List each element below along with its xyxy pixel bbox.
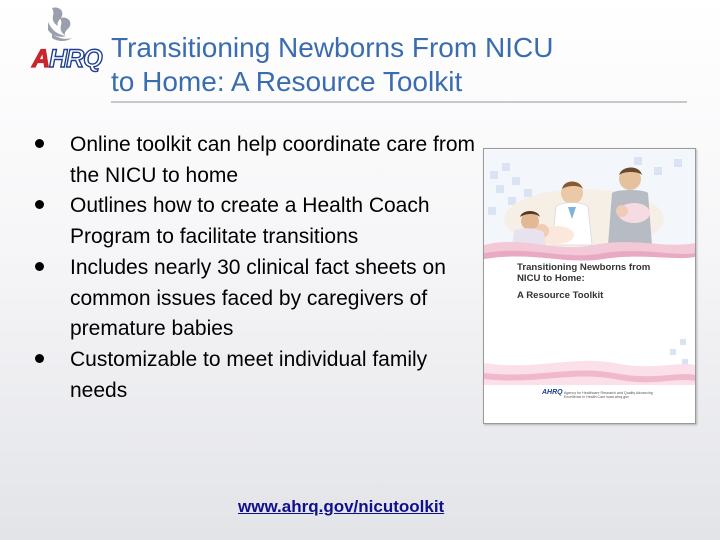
- slide-title-line1: Transitioning Newborns From NICU: [111, 32, 554, 63]
- title-divider: [111, 101, 687, 103]
- bullet-text: Includes nearly 30 clinical fact sheets on common issues faced by caregivers of premature babies: [70, 255, 446, 341]
- toolkit-url-link[interactable]: www.ahrq.gov/nicutoolkit: [238, 497, 445, 516]
- ahrq-logo: [22, 4, 106, 74]
- ahrq-logo-a: A: [32, 45, 50, 73]
- toolkit-cover-image: [483, 148, 696, 424]
- bullet-dot-icon: [35, 200, 44, 209]
- bullet-text: Customizable to meet individual family needs: [70, 347, 428, 402]
- bullet-dot-icon: [35, 354, 44, 363]
- bullet-text: Online toolkit can help coordinate care from the NICU to home: [70, 133, 476, 187]
- bullet-dot-icon: [35, 262, 44, 271]
- bullet-item: [30, 191, 480, 252]
- bullet-text: Outlines how to create a Health Coach Program to facilitate transitions: [70, 194, 430, 249]
- cover-artwork: [484, 149, 695, 423]
- cover-footer-text: Agency for Healthcare Research and Quality Advancing Excellence in Health Care www.ahrq.gov: [564, 391, 653, 400]
- ahrq-logo-text: [32, 47, 102, 72]
- bullet-item: [30, 130, 480, 191]
- slide-title: [111, 31, 701, 99]
- cover-footer-logo: AHRQ: [542, 389, 563, 396]
- cover-title: Transitioning Newborns from NICU to Home:: [517, 262, 651, 284]
- bullet-dot-icon: [35, 139, 44, 148]
- bullet-item: [30, 253, 480, 345]
- bullet-list: [30, 130, 480, 406]
- ahrq-logo-hrq: HRQ: [49, 45, 102, 73]
- bullet-item: [30, 345, 480, 406]
- cover-subtitle: A Resource Toolkit: [517, 290, 604, 301]
- slide-title-line2: to Home: A Resource Toolkit: [111, 66, 463, 97]
